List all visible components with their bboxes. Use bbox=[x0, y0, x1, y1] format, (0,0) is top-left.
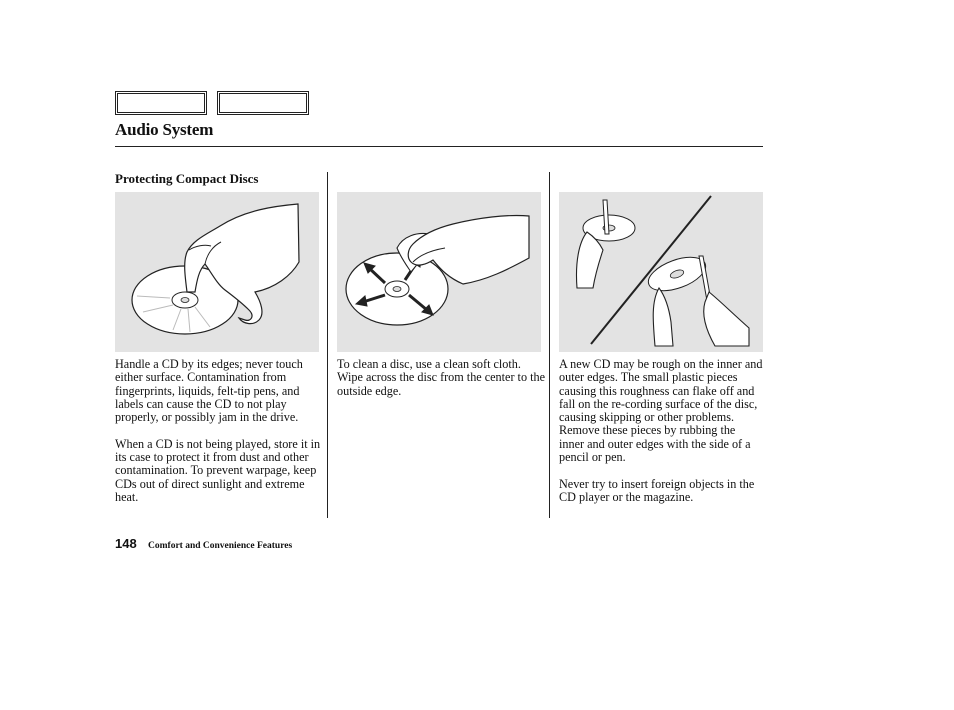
column-divider-2 bbox=[549, 172, 550, 518]
nav-tab-1[interactable] bbox=[115, 91, 207, 115]
cloth-wipe-icon bbox=[337, 192, 541, 352]
footer-section-name: Comfort and Convenience Features bbox=[148, 541, 293, 551]
paragraph: Never try to insert foreign objects in the CD player or the magazine. bbox=[559, 476, 755, 504]
column-2-text bbox=[337, 358, 545, 411]
paragraph: A new CD may be rough on the inner and outer edges. The small plastic pieces causing this roughness can flake off and fall on the re-cording surface of the disc, causing skipping or other problems. Remove these pieces by rubbing the inner and outer edges with the side of a pencil or pen. bbox=[559, 357, 763, 465]
paragraph: Handle a CD by its edges; never touch either surface. Contamination from fingerprints, liquids, felt-tip pens, and labels can cause the CD to not play properly, or possibly jam in the drive. bbox=[115, 357, 303, 425]
cleaning-cd-illustration bbox=[337, 192, 541, 352]
column-divider-1 bbox=[327, 172, 328, 518]
pencil-deburr-illustration bbox=[559, 192, 763, 352]
paragraph: When a CD is not being played, store it in its case to protect it from dust and other contamination. To prevent warpage, keep CDs out of direct sunlight and extreme heat. bbox=[115, 436, 321, 504]
column-3-text bbox=[559, 358, 763, 518]
paragraph: To clean a disc, use a clean soft cloth. Wipe across the disc from the center to the outside edge. bbox=[337, 357, 545, 398]
page-number: 148 bbox=[115, 536, 137, 551]
column-1-text bbox=[115, 358, 321, 518]
title-rule bbox=[115, 146, 763, 147]
hand-holding-cd-illustration bbox=[115, 192, 319, 352]
nav-tab-2[interactable] bbox=[217, 91, 309, 115]
section-heading: Protecting Compact Discs bbox=[115, 171, 259, 186]
pencil-cd-icon bbox=[559, 192, 763, 352]
hand-cd-icon bbox=[115, 192, 319, 352]
page-title: Audio System bbox=[115, 120, 214, 139]
